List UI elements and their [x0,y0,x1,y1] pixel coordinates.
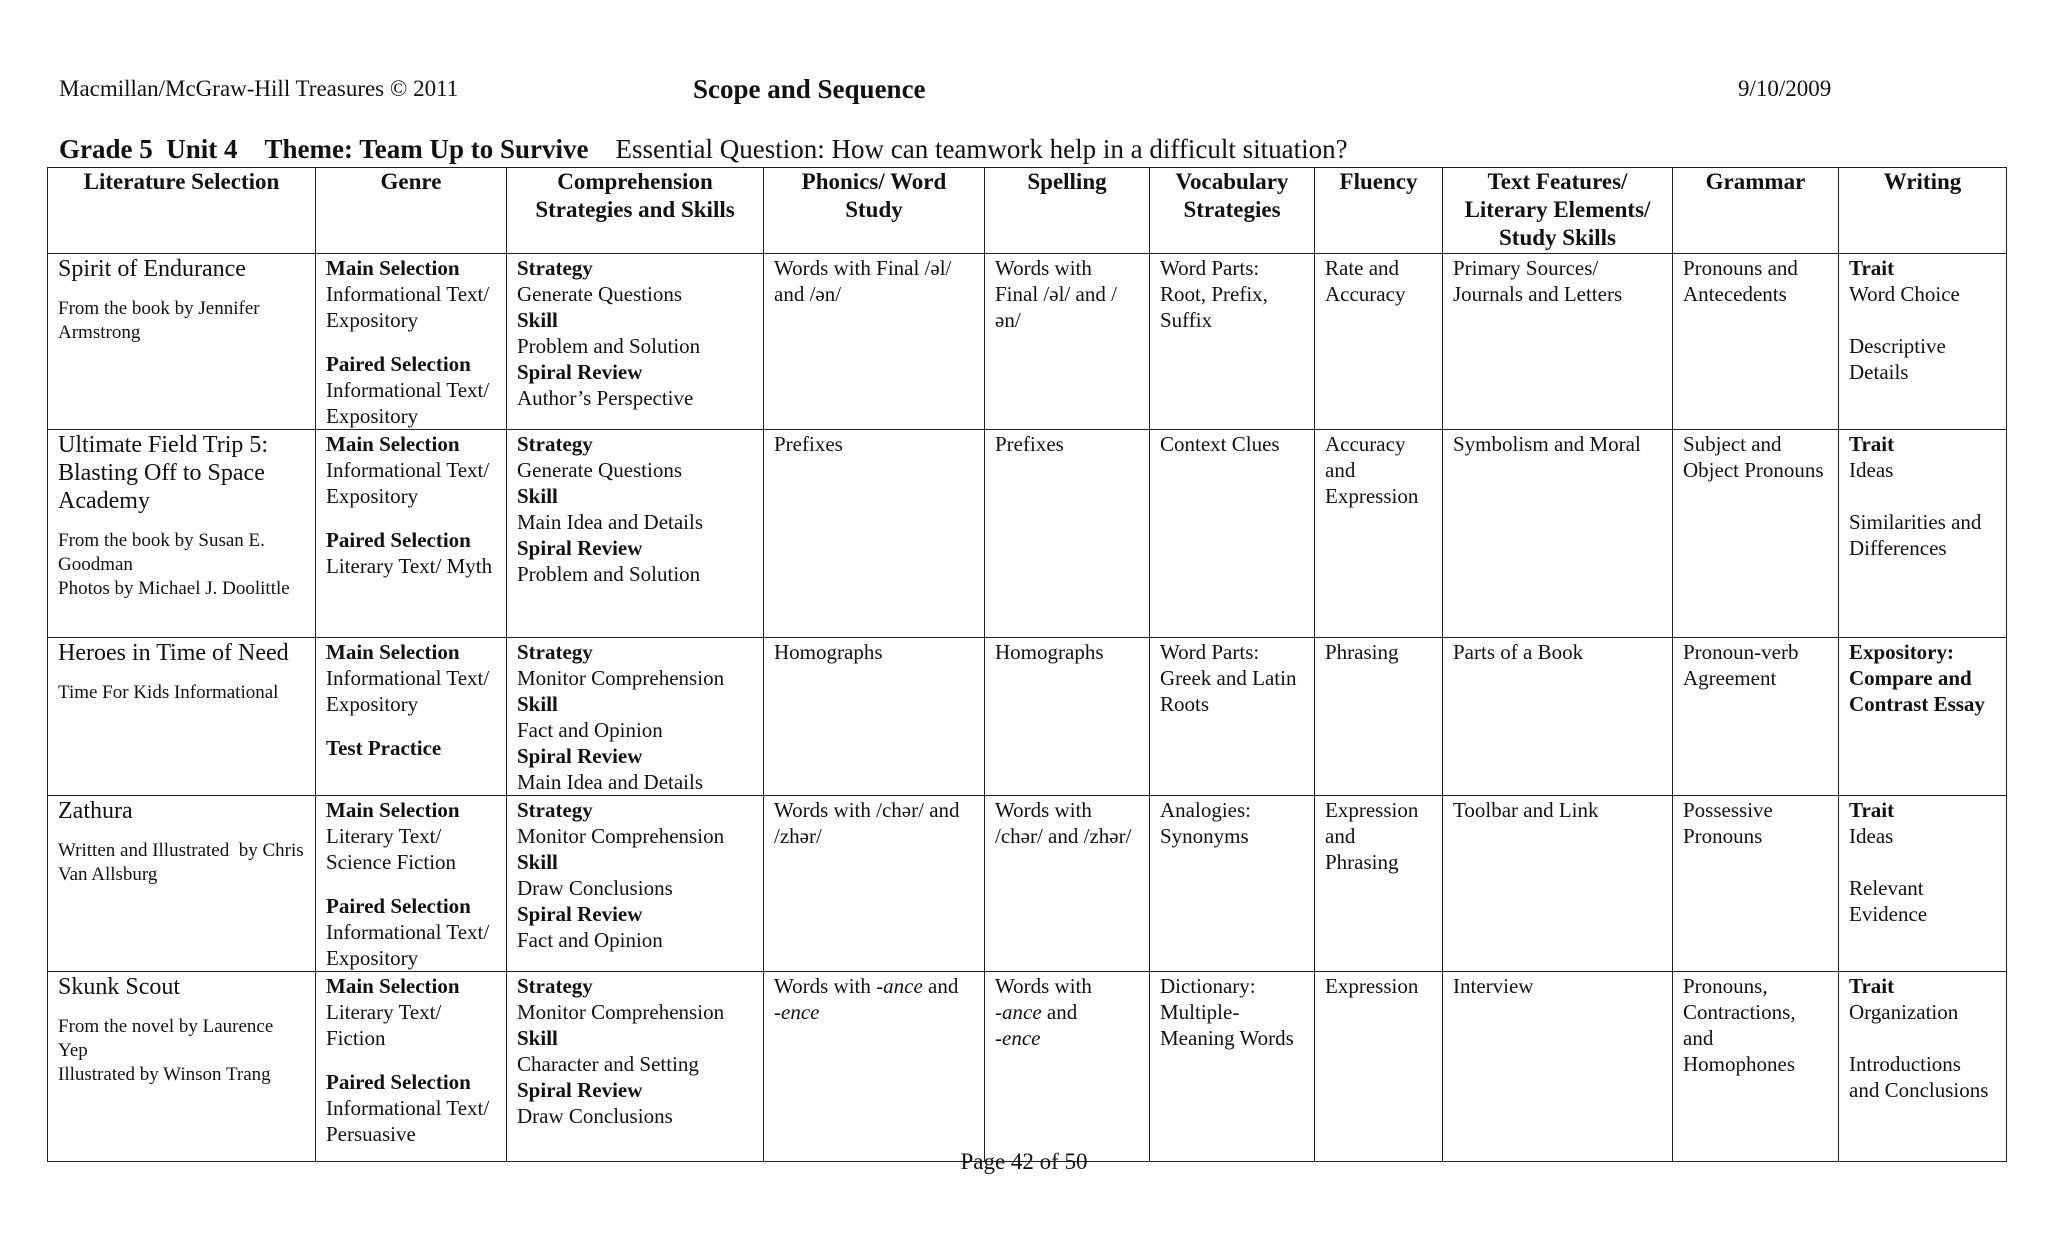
selection-title: Skunk Scout [58,974,181,1000]
comprehension-cell [507,972,764,1162]
genre-paired: Informational Text/ Expository [326,378,490,428]
main-selection-label: Main Selection [326,798,460,822]
document-title: Scope and Sequence [693,74,926,104]
spelling-cell: Prefixes [985,430,1150,638]
test-practice-label: Test Practice [326,736,442,760]
skill-label: Skill [517,692,558,716]
selection-credit: Illustrated by Winson Trang [58,1064,271,1085]
skill-label: Skill [517,1026,558,1050]
strategy-label: Strategy [517,432,593,456]
strategy-label: Strategy [517,798,593,822]
trait-label: Trait [1849,798,1895,822]
skill-label: Skill [517,308,558,332]
col-writing: Writing [1839,168,2007,254]
text-features-cell: Symbolism and Moral [1443,430,1673,638]
phonics-cell: Words with Final /əl/ and /ən/ [764,254,985,430]
literature-cell [48,796,316,972]
genre-main: Informational Text/ Expository [326,458,490,508]
selection-credit: From the book by Jennifer Armstrong [58,298,260,343]
selection-credit: Time For Kids Informational [58,682,279,703]
skill-value: Character and Setting [517,1052,699,1076]
fluency-cell: Rate and Accuracy [1315,254,1443,430]
phonics-prefix: Words with [774,974,871,998]
text-features-cell: Parts of a Book [1443,638,1673,796]
main-selection-label: Main Selection [326,256,460,280]
writing-focus: Similarities and Differences [1849,510,1982,560]
skill-label: Skill [517,850,558,874]
skill-value: Main Idea and Details [517,510,704,534]
spelling-ence: -ence [995,1026,1041,1050]
phonics-cell [764,972,985,1162]
spiral-review-value: Problem and Solution [517,562,701,586]
vocabulary-cell: Word Parts: Greek and Latin Roots [1150,638,1315,796]
writing-cell [1839,254,2007,430]
genre-paired: Informational Text/ Persuasive [326,1096,490,1146]
grammar-cell: Pronouns, Contractions, and Homophones [1673,972,1839,1162]
spiral-review-label: Spiral Review [517,360,643,384]
vocabulary-cell: Analogies: Synonyms [1150,796,1315,972]
trait-label: Trait [1849,256,1895,280]
genre-paired: Literary Text/ Myth [326,554,493,578]
strategy-value: Monitor Comprehension [517,666,725,690]
table-row [48,972,2007,1162]
table-row [48,430,2007,638]
spiral-review-label: Spiral Review [517,744,643,768]
genre-cell [316,254,507,430]
phonics-and: and [928,974,959,998]
trait-value: Word Choice [1849,282,1960,306]
strategy-value: Generate Questions [517,458,683,482]
writing-focus: Relevant Evidence [1849,876,1928,926]
strategy-value: Monitor Comprehension [517,1000,725,1024]
col-phonics: Phonics/ Word Study [764,168,985,254]
writing-focus: Introductions and Conclusions [1849,1052,1989,1102]
comprehension-cell [507,430,764,638]
spelling-cell [985,972,1150,1162]
trait-value: Ideas [1849,824,1894,848]
grammar-cell: Possessive Pronouns [1673,796,1839,972]
skill-value: Problem and Solution [517,334,701,358]
trait-label: Trait [1849,432,1895,456]
col-fluency: Fluency [1315,168,1443,254]
paired-selection-label: Paired Selection [326,894,471,918]
spelling-cell: Words with /chər/ and /zhər/ [985,796,1150,972]
main-selection-label: Main Selection [326,640,460,664]
writing-cell [1839,638,2007,796]
vocabulary-cell: Word Parts: Root, Prefix, Suffix [1150,254,1315,430]
col-literature-selection: Literature Selection [48,168,316,254]
col-genre: Genre [316,168,507,254]
table-row [48,638,2007,796]
literature-cell [48,638,316,796]
genre-cell [316,638,507,796]
comprehension-cell [507,254,764,430]
unit-theme: Theme: Team Up to Survive [264,134,589,164]
literature-cell [48,254,316,430]
phonics-cell: Prefixes [764,430,985,638]
selection-credit: From the book by Susan E. Goodman [58,530,265,575]
spiral-review-label: Spiral Review [517,1078,643,1102]
comprehension-cell [507,638,764,796]
phonics-cell: Homographs [764,638,985,796]
trait-value: Ideas [1849,458,1894,482]
phonics-ence: -ence [774,1000,820,1024]
spiral-review-value: Author’s Perspective [517,386,694,410]
skill-value: Fact and Opinion [517,718,663,742]
table-header-row [48,168,2007,254]
grammar-cell: Subject and Object Pronouns [1673,430,1839,638]
trait-label: Trait [1849,974,1895,998]
phonics-ance: -ance [876,974,923,998]
table-row [48,796,2007,972]
strategy-label: Strategy [517,974,593,998]
trait-value: Organization [1849,1000,1959,1024]
writing-cell [1839,972,2007,1162]
document-date: 9/10/2009 [1738,76,1832,101]
genre-paired: Informational Text/ Expository [326,920,490,970]
phonics-cell: Words with /chər/ and /zhər/ [764,796,985,972]
grammar-cell: Pronouns and Antecedents [1673,254,1839,430]
fluency-cell: Phrasing [1315,638,1443,796]
main-selection-label: Main Selection [326,974,460,998]
spelling-cell: Words with Final /əl/ and /ən/ [985,254,1150,430]
paired-selection-label: Paired Selection [326,1070,471,1094]
spiral-review-label: Spiral Review [517,536,643,560]
writing-genre: Expository: Compare and Contrast Essay [1849,640,1985,716]
writing-focus: Descriptive Details [1849,334,1946,384]
selection-credit: Photos by Michael J. Doolittle [58,578,290,599]
publisher-text: Macmillan/McGraw-Hill Treasures © 2011 [59,76,459,101]
fluency-cell: Expression [1315,972,1443,1162]
strategy-label: Strategy [517,256,593,280]
writing-cell [1839,796,2007,972]
literature-cell [48,430,316,638]
selection-title: Zathura [58,798,133,824]
vocabulary-cell: Dictionary: Multiple-Meaning Words [1150,972,1315,1162]
text-features-cell: Primary Sources/ Journals and Letters [1443,254,1673,430]
genre-cell [316,972,507,1162]
spelling-cell: Homographs [985,638,1150,796]
col-text-features: Text Features/ Literary Elements/ Study Skills [1443,168,1673,254]
genre-cell [316,430,507,638]
literature-cell [48,972,316,1162]
fluency-cell: Accuracy and Expression [1315,430,1443,638]
col-vocabulary: Vocabulary Strategies [1150,168,1315,254]
strategy-value: Generate Questions [517,282,683,306]
grade-unit: Grade 5 Unit 4 [59,134,238,164]
skill-value: Draw Conclusions [517,876,673,900]
text-features-cell: Interview [1443,972,1673,1162]
writing-cell [1839,430,2007,638]
scope-sequence-table [47,167,2007,1162]
text-features-cell: Toolbar and Link [1443,796,1673,972]
genre-main: Literary Text/ Science Fiction [326,824,457,874]
col-comprehension: Comprehension Strategies and Skills [507,168,764,254]
col-grammar: Grammar [1673,168,1839,254]
vocabulary-cell: Context Clues [1150,430,1315,638]
spelling-ance: -ance [995,1000,1042,1024]
page-number: Page 42 of 50 [960,1149,1088,1174]
paired-selection-label: Paired Selection [326,528,471,552]
comprehension-cell [507,796,764,972]
col-spelling: Spelling [985,168,1150,254]
selection-title: Ultimate Field Trip 5: Blasting Off to Space Academy [58,432,269,514]
spiral-review-value: Main Idea and Details [517,770,704,794]
spiral-review-value: Fact and Opinion [517,928,663,952]
grammar-cell: Pronoun-verb Agreement [1673,638,1839,796]
essential-question: Essential Question: How can teamwork help in a difficult situation? [615,134,1348,164]
unit-heading [59,134,1348,165]
table-row [48,254,2007,430]
skill-label: Skill [517,484,558,508]
spelling-prefix: Words with [995,974,1092,998]
spiral-review-value: Draw Conclusions [517,1104,673,1128]
strategy-value: Monitor Comprehension [517,824,725,848]
genre-cell [316,796,507,972]
fluency-cell: Expression and Phrasing [1315,796,1443,972]
selection-title: Spirit of Endurance [58,256,246,282]
genre-main: Informational Text/ Expository [326,282,490,332]
main-selection-label: Main Selection [326,432,460,456]
strategy-label: Strategy [517,640,593,664]
paired-selection-label: Paired Selection [326,352,471,376]
selection-credit: From the novel by Laurence Yep [58,1016,274,1061]
genre-main: Informational Text/ Expository [326,666,490,716]
spelling-and: and [1046,1000,1078,1024]
selection-title: Heroes in Time of Need [58,640,289,666]
selection-credit: Written and Illustrated by Chris Van Allsburg [58,840,309,885]
spiral-review-label: Spiral Review [517,902,643,926]
genre-main: Literary Text/ Fiction [326,1000,442,1050]
